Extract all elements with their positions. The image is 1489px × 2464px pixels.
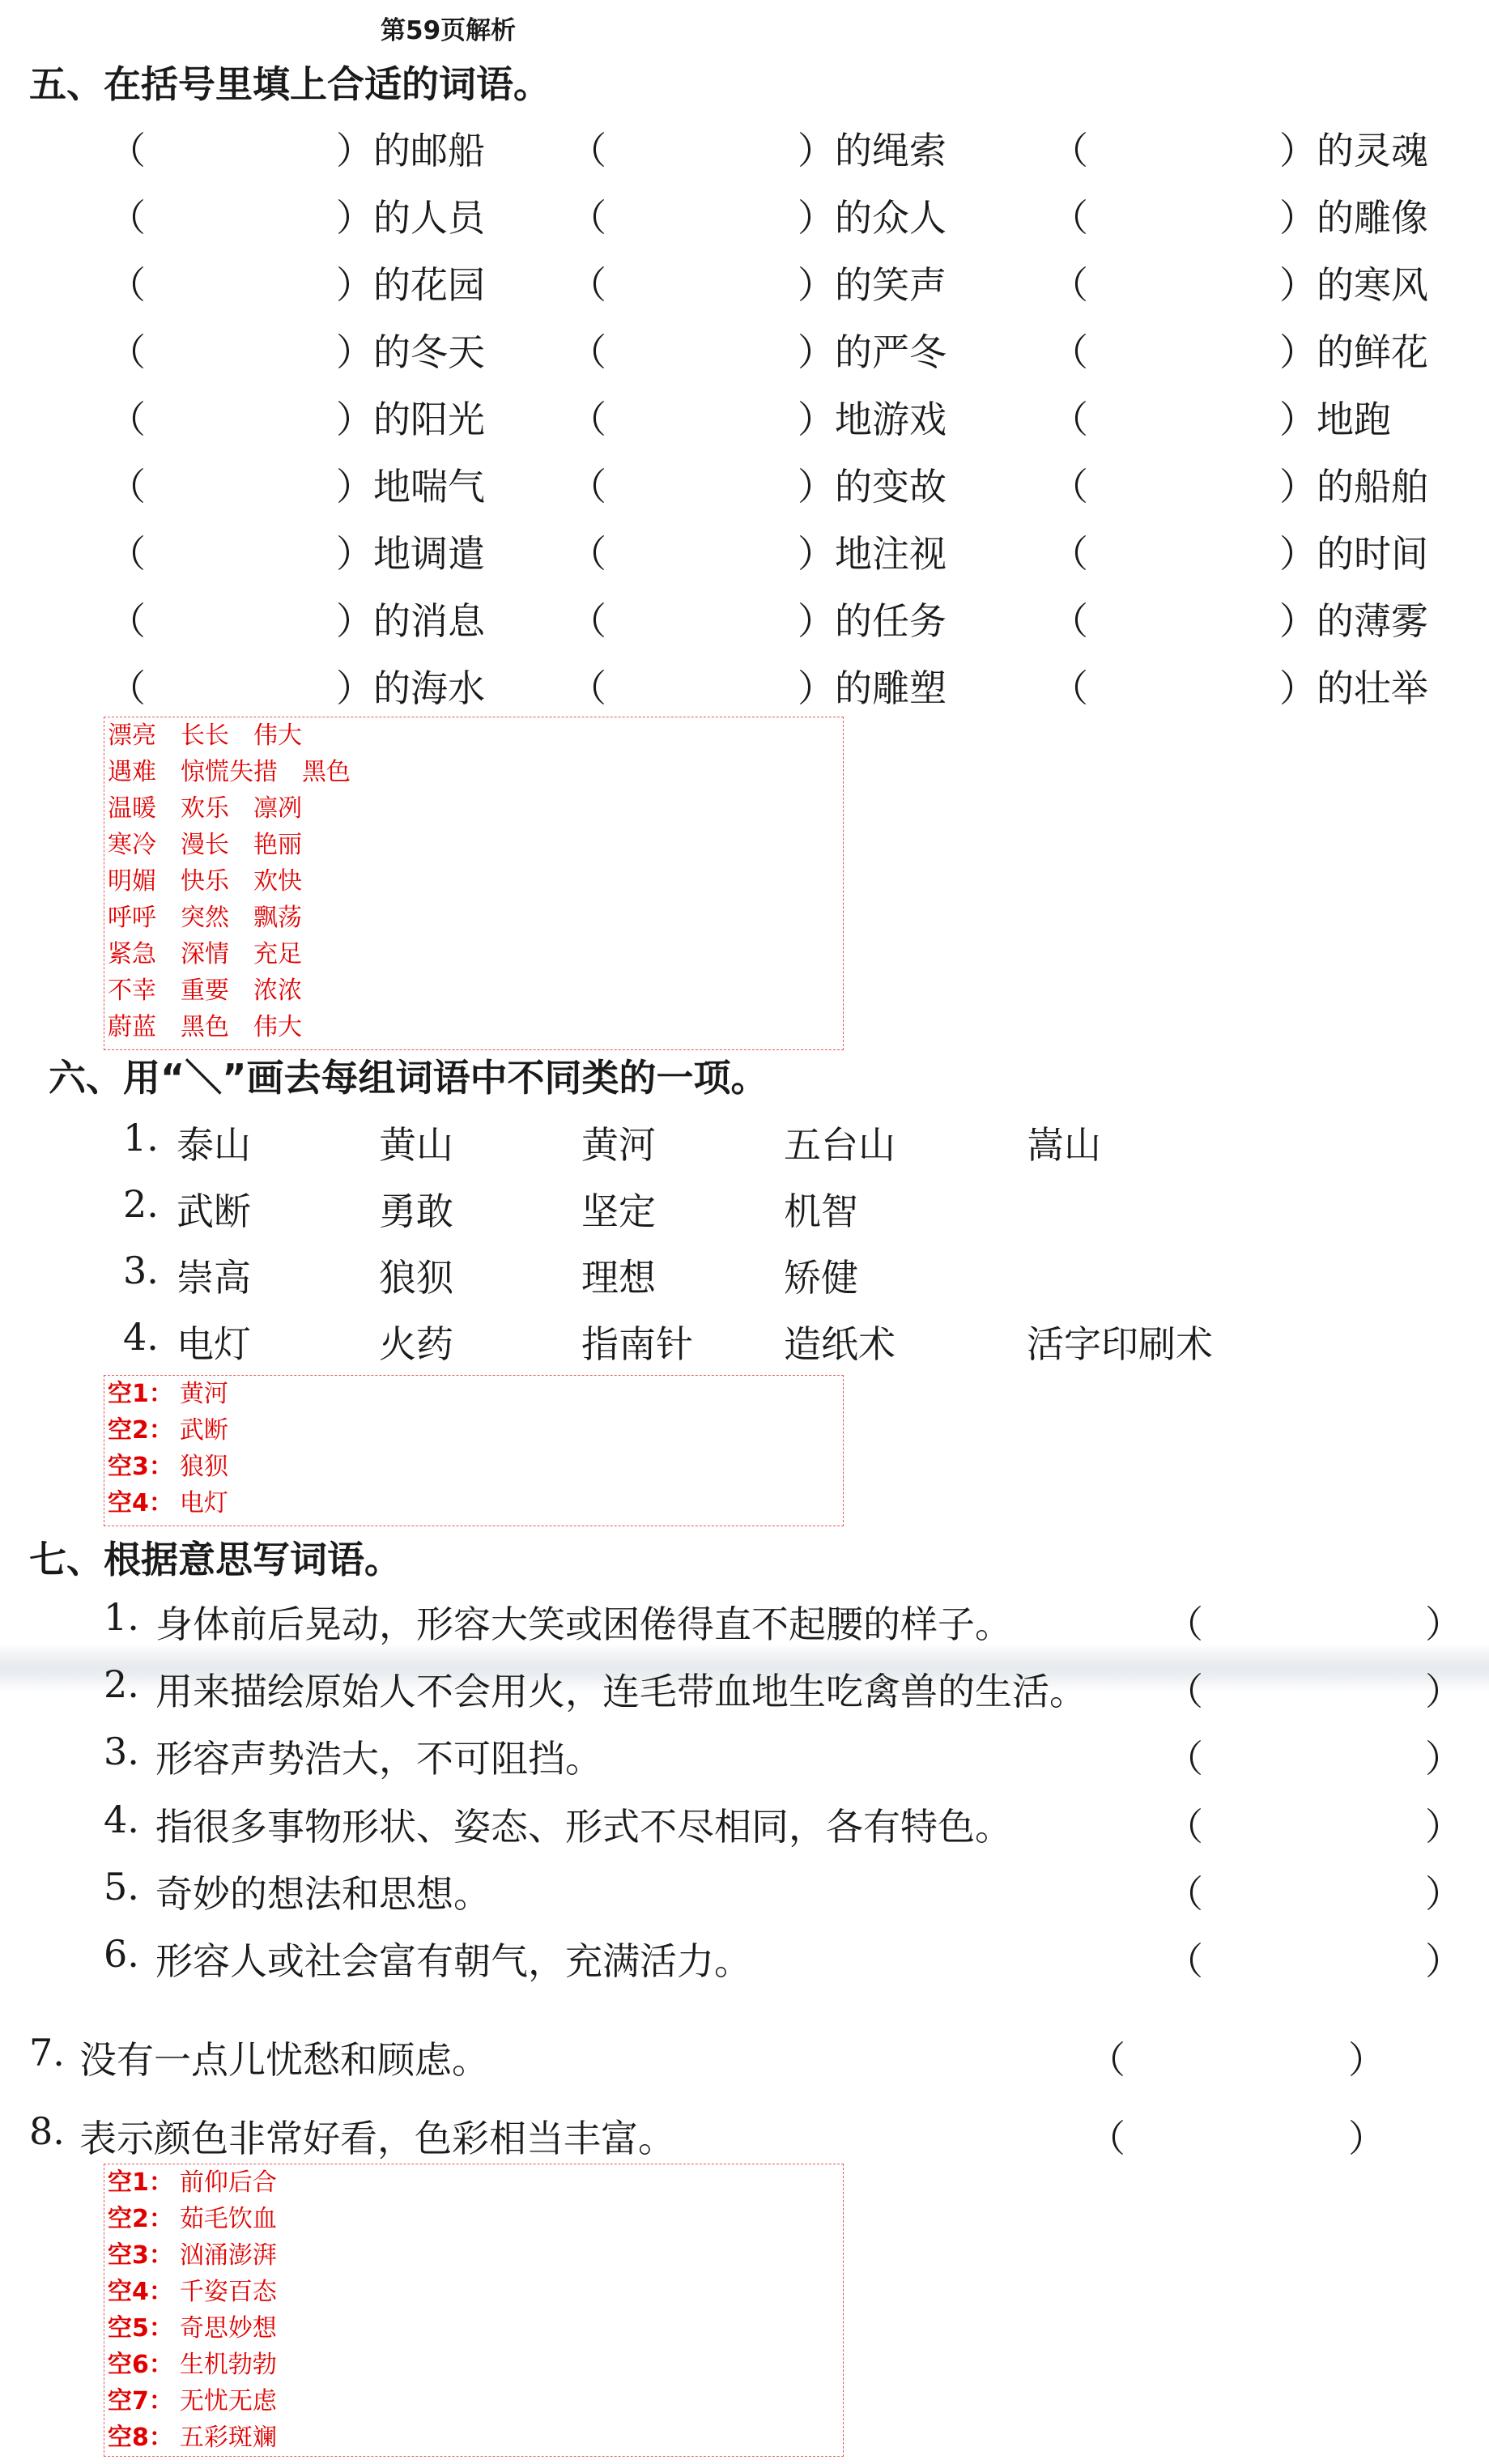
answer-word: 黑色 — [181, 1013, 229, 1041]
answer-word: 茹毛饮血 — [179, 2205, 277, 2233]
definition-text: 指很多事物形状、姿态、形式不尽相同，各有特色。 — [155, 1805, 1012, 1849]
row-number: 4. — [104, 1798, 139, 1841]
open-paren: （ — [1051, 263, 1088, 307]
blank-label: 空5： — [108, 2314, 173, 2343]
blank-label: 空4： — [108, 2278, 173, 2306]
word-item: 火药 — [379, 1322, 453, 1366]
answer-word: 紧急 — [108, 940, 156, 968]
answer-word: 黑色 — [302, 758, 351, 786]
word-item: 崇高 — [177, 1256, 251, 1300]
fill-item: ）的变故 — [798, 465, 947, 509]
fill-item: ）的寒风 — [1279, 263, 1428, 307]
answer-word: 电灯 — [179, 1489, 228, 1517]
open-paren: （ — [569, 263, 606, 307]
definition-row — [0, 2031, 1489, 2081]
open-paren: （ — [108, 532, 146, 576]
open-paren: （ — [1051, 196, 1088, 240]
open-paren: （ — [1051, 398, 1088, 441]
blank-label: 空8： — [108, 2424, 173, 2452]
answer-line — [104, 1412, 843, 1449]
answer-word: 伟大 — [253, 1013, 302, 1041]
answer-line — [104, 1449, 843, 1485]
open-paren: （ — [1088, 2038, 1125, 2082]
open-paren: （ — [108, 196, 146, 240]
fill-row — [0, 659, 1489, 708]
answer-word: 呼呼 — [108, 904, 156, 932]
open-paren: （ — [569, 599, 606, 643]
answer-word: 欢快 — [253, 867, 302, 896]
word-group-row — [0, 1315, 1489, 1365]
word-item: 坚定 — [581, 1189, 656, 1233]
answer-word: 重要 — [181, 977, 229, 1005]
answer-line — [104, 2237, 843, 2274]
open-paren: （ — [569, 532, 606, 576]
word-item: 黄山 — [379, 1123, 453, 1167]
answer-line — [104, 827, 843, 863]
definition-text: 形容人或社会富有朝气，充满活力。 — [155, 1939, 751, 1983]
word-item: 狼狈 — [379, 1256, 453, 1300]
answer-line — [104, 2201, 843, 2237]
row-number: 7. — [29, 2031, 65, 2075]
word-group-row — [0, 1182, 1489, 1232]
word-item: 造纸术 — [784, 1322, 896, 1366]
answer-word: 惊慌失措 — [181, 758, 278, 786]
fill-item: ）的严冬 — [798, 330, 947, 374]
fill-item: ）的邮船 — [336, 129, 485, 172]
fill-item: ）的鲜花 — [1279, 330, 1428, 374]
answer-line — [104, 754, 843, 790]
answer-word: 伟大 — [253, 721, 302, 750]
answer-word: 艳丽 — [253, 831, 302, 859]
answer-line — [104, 1485, 843, 1521]
open-paren: （ — [569, 129, 606, 172]
close-paren: ） — [1425, 1805, 1462, 1849]
answer-word: 凛冽 — [253, 794, 302, 823]
close-paren: ） — [1425, 1670, 1462, 1713]
blank-label: 空3： — [108, 2241, 173, 2270]
fill-item: ）的任务 — [798, 599, 947, 643]
definition-row — [0, 2109, 1489, 2160]
answer-line — [104, 863, 843, 900]
row-number: 1. — [123, 1116, 159, 1160]
fill-item: ）的薄雾 — [1279, 599, 1428, 643]
fill-item: ）的笑声 — [798, 263, 947, 307]
fill-row — [0, 323, 1489, 372]
answer-line — [104, 2274, 843, 2310]
word-item: 武断 — [177, 1189, 251, 1233]
answer-word: 千姿百态 — [179, 2278, 277, 2306]
open-paren: （ — [1051, 532, 1088, 576]
answer-line — [104, 717, 843, 754]
definition-row — [0, 1932, 1489, 1982]
definition-text: 身体前后晃动，形容大笑或困倦得直不起腰的样子。 — [155, 1602, 1012, 1646]
fill-item: ）的时间 — [1279, 532, 1428, 576]
answer-word: 武断 — [179, 1416, 228, 1445]
close-paren: ） — [1425, 1939, 1462, 1983]
definition-row — [0, 1730, 1489, 1780]
definition-text: 奇妙的想法和思想。 — [155, 1872, 491, 1916]
fill-row — [0, 256, 1489, 307]
close-paren: ） — [1348, 2038, 1385, 2082]
open-paren: （ — [569, 196, 606, 240]
open-paren: （ — [1166, 1737, 1203, 1781]
word-item: 嵩山 — [1027, 1123, 1101, 1167]
fill-item: ）的众人 — [798, 196, 947, 240]
fill-item: ）的灵魂 — [1279, 129, 1428, 172]
row-number: 2. — [123, 1182, 159, 1226]
row-number: 1. — [104, 1595, 139, 1639]
open-paren: （ — [108, 263, 146, 307]
answer-word: 明媚 — [108, 867, 156, 896]
section5-heading: 五、在括号里填上合适的词语。 — [29, 62, 551, 106]
definition-text: 没有一点儿忧愁和顾虑。 — [79, 2038, 489, 2082]
definition-row — [0, 1595, 1489, 1645]
answer-word: 充足 — [253, 940, 302, 968]
section5-answer-box — [104, 717, 844, 1050]
fill-row — [0, 457, 1489, 509]
open-paren: （ — [108, 465, 146, 509]
close-paren: ） — [1425, 1872, 1462, 1916]
answer-word: 浓浓 — [253, 977, 302, 1005]
row-number: 2. — [104, 1662, 139, 1706]
answer-line — [104, 1009, 843, 1045]
answer-word: 寒冷 — [108, 831, 156, 859]
definition-row — [0, 1865, 1489, 1915]
section7-heading: 七、根据意思写词语。 — [29, 1538, 402, 1581]
answer-line — [104, 936, 843, 972]
row-number: 4. — [123, 1315, 159, 1359]
answer-line — [104, 2419, 843, 2456]
answer-word: 突然 — [181, 904, 229, 932]
definition-text: 形容声势浩大，不可阻挡。 — [155, 1737, 602, 1781]
answer-word: 不幸 — [108, 977, 156, 1005]
open-paren: （ — [1166, 1602, 1203, 1646]
answer-word: 飘荡 — [253, 904, 302, 932]
blank-label: 空7： — [108, 2387, 173, 2415]
answer-word: 生机勃勃 — [179, 2351, 277, 2379]
fill-item: ）地注视 — [798, 532, 947, 576]
fill-row — [0, 121, 1489, 170]
open-paren: （ — [108, 666, 146, 710]
section7-answer-box — [104, 2164, 844, 2457]
open-paren: （ — [108, 330, 146, 374]
answer-word: 黄河 — [179, 1380, 228, 1408]
open-paren: （ — [1051, 666, 1088, 710]
fill-item: ）地喘气 — [336, 465, 485, 509]
row-number: 8. — [29, 2109, 65, 2153]
row-number: 3. — [104, 1730, 139, 1773]
open-paren: （ — [108, 599, 146, 643]
word-item: 电灯 — [177, 1322, 251, 1366]
word-group-row — [0, 1249, 1489, 1299]
answer-word: 奇思妙想 — [179, 2314, 277, 2343]
close-paren: ） — [1425, 1602, 1462, 1646]
fill-row — [0, 390, 1489, 439]
answer-word: 快乐 — [181, 867, 229, 896]
fill-item: ）的海水 — [336, 666, 485, 710]
row-number: 6. — [104, 1932, 139, 1976]
definition-row — [0, 1662, 1489, 1713]
section6-answer-box — [104, 1375, 844, 1526]
open-paren: （ — [569, 465, 606, 509]
fill-item: ）的冬天 — [336, 330, 485, 374]
word-item: 指南针 — [581, 1322, 693, 1366]
answer-word: 蔚蓝 — [108, 1013, 156, 1041]
answer-word: 长长 — [181, 721, 229, 750]
blank-label: 空2： — [108, 1416, 173, 1445]
fill-row — [0, 592, 1489, 643]
fill-item: ）的船舶 — [1279, 465, 1428, 509]
answer-word: 前仰后合 — [179, 2168, 277, 2197]
definition-row — [0, 1798, 1489, 1848]
answer-line — [104, 2164, 843, 2201]
word-item: 勇敢 — [379, 1189, 453, 1233]
fill-item: ）的绳索 — [798, 129, 947, 172]
open-paren: （ — [1051, 465, 1088, 509]
answer-line — [104, 1376, 843, 1412]
section6-heading: 六、用“＼”画去每组词语中不同类的一项。 — [49, 1056, 768, 1100]
open-paren: （ — [108, 129, 146, 172]
blank-label: 空6： — [108, 2351, 173, 2379]
open-paren: （ — [1166, 1939, 1203, 1983]
word-item: 机智 — [784, 1189, 858, 1233]
fill-item: ）的人员 — [336, 196, 485, 240]
open-paren: （ — [569, 398, 606, 441]
close-paren: ） — [1348, 2117, 1385, 2160]
word-item: 活字印刷术 — [1027, 1322, 1213, 1366]
word-item: 矫健 — [784, 1256, 858, 1300]
answer-line — [104, 2347, 843, 2383]
answer-word: 漫长 — [181, 831, 229, 859]
open-paren: （ — [1051, 129, 1088, 172]
fill-item: ）地游戏 — [798, 398, 947, 441]
definition-text: 表示颜色非常好看，色彩相当丰富。 — [79, 2117, 675, 2160]
answer-word: 深情 — [181, 940, 229, 968]
blank-label: 空1： — [108, 2168, 173, 2197]
word-item: 理想 — [581, 1256, 656, 1300]
fill-item: ）的阳光 — [336, 398, 485, 441]
answer-word: 无忧无虑 — [179, 2387, 277, 2415]
answer-line — [104, 972, 843, 1009]
word-group-row — [0, 1116, 1489, 1166]
word-item: 黄河 — [581, 1123, 656, 1167]
fill-item: ）的消息 — [336, 599, 485, 643]
answer-line — [104, 2310, 843, 2347]
open-paren: （ — [569, 666, 606, 710]
row-number: 5. — [104, 1865, 139, 1909]
open-paren: （ — [1088, 2117, 1125, 2160]
row-number: 3. — [123, 1249, 159, 1292]
fill-item: ）的壮举 — [1279, 666, 1428, 710]
fill-item: ）地跑 — [1279, 398, 1391, 441]
open-paren: （ — [1051, 599, 1088, 643]
answer-word: 漂亮 — [108, 721, 156, 750]
fill-row — [0, 189, 1489, 240]
close-paren: ） — [1425, 1737, 1462, 1781]
fill-item: ）的雕像 — [1279, 196, 1428, 240]
answer-word: 狼狈 — [179, 1453, 228, 1481]
open-paren: （ — [108, 398, 146, 441]
answer-word: 汹涌澎湃 — [179, 2241, 277, 2270]
answer-word: 欢乐 — [181, 794, 229, 823]
open-paren: （ — [1166, 1872, 1203, 1916]
blank-label: 空2： — [108, 2205, 173, 2233]
fill-item: ）地调遣 — [336, 532, 485, 576]
open-paren: （ — [569, 330, 606, 374]
fill-item: ）的雕塑 — [798, 666, 947, 710]
blank-label: 空4： — [108, 1489, 173, 1517]
word-item: 泰山 — [177, 1123, 251, 1167]
blank-label: 空3： — [108, 1453, 173, 1481]
page-title: 第59页解析 — [381, 16, 517, 45]
answer-line — [104, 900, 843, 936]
open-paren: （ — [1166, 1670, 1203, 1713]
fill-row — [0, 525, 1489, 576]
blank-label: 空1： — [108, 1380, 173, 1408]
answer-line — [104, 2383, 843, 2419]
fill-item: ）的花园 — [336, 263, 485, 307]
open-paren: （ — [1051, 330, 1088, 374]
answer-word: 五彩斑斓 — [179, 2424, 277, 2452]
answer-line — [104, 790, 843, 827]
definition-text: 用来描绘原始人不会用火，连毛带血地生吃禽兽的生活。 — [155, 1670, 1087, 1713]
answer-word: 遇难 — [108, 758, 156, 786]
open-paren: （ — [1166, 1805, 1203, 1849]
word-item: 五台山 — [784, 1123, 896, 1167]
answer-word: 温暖 — [108, 794, 156, 823]
